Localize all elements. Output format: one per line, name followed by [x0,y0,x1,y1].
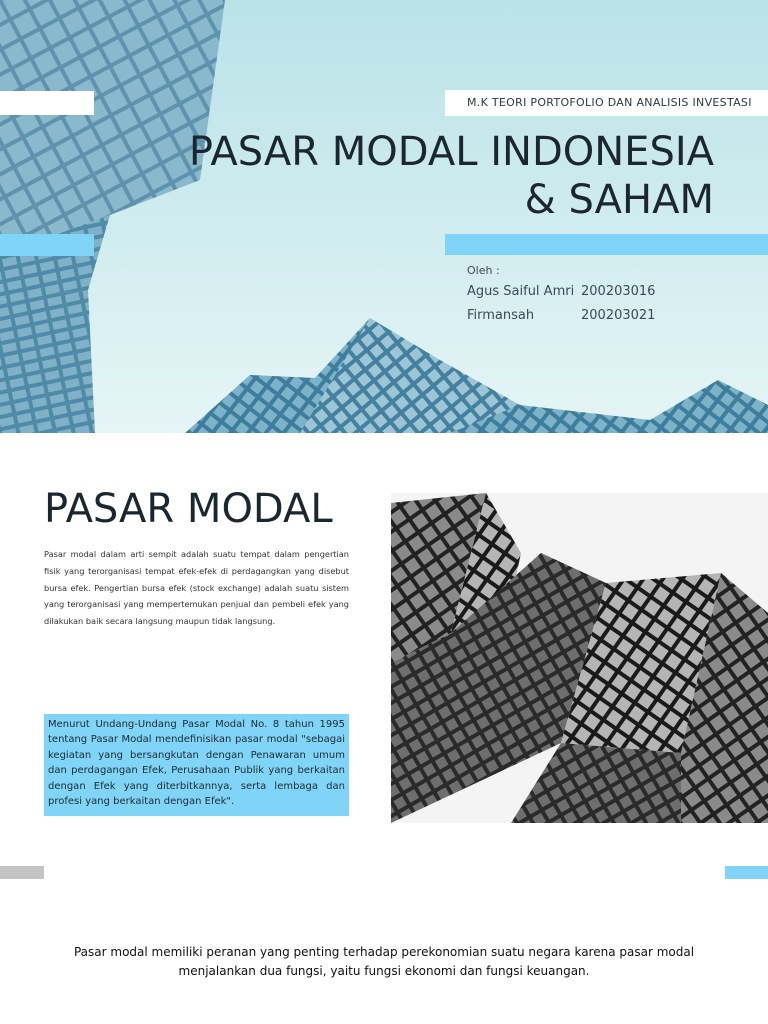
building-photo [391,493,768,823]
authors-block [467,264,655,332]
author-name: Firmansah [467,308,535,323]
pasar-modal-slide [0,433,768,1024]
section-title: PASAR MODAL [44,486,333,532]
author-name: Agus Saiful Amri [467,284,575,299]
author-row [467,308,655,332]
by-label: Oleh : [467,264,500,277]
decor-blue-bar-right [445,234,768,255]
title-line-2: & SAHAM [524,177,714,223]
summary-text: Pasar modal memiliki peranan yang penting terhadap perekonomian suatu negara karena pasar modal menjalankan dua fungsi, yaitu fungsi ekonomi dan fungsi keuangan. [73,945,695,978]
decor-blue-small [725,866,768,879]
author-row [467,284,655,308]
decor-blue-bar-left [0,234,94,256]
course-label: M.K TEORI PORTOFOLIO DAN ANALISIS INVESTASI [445,90,768,116]
decor-grey-bar [0,866,44,879]
definition-paragraph: Pasar modal dalam arti sempit adalah suatu tempat dalam pengertian fisik yang terorganisasi tempat efek-efek di perdagangkan yang disebut bursa efek. Pengertian bursa efek (stock exchange) adalah suatu sistem yang terorganisasi yang mempertemukan penjual dan pembeli efek yang dilakukan baik secara langsung maupun tidak langsung. [44,549,349,627]
author-id: 200203021 [581,308,656,323]
title-slide [0,0,768,433]
title-line-1: PASAR MODAL INDONESIA [188,129,714,175]
decor-white-bar [0,91,94,115]
author-id: 200203016 [581,284,656,299]
law-definition-box: Menurut Undang-Undang Pasar Modal No. 8 tahun 1995 tentang Pasar Modal mendefinisikan pasar modal "sebagai kegiatan yang bersangkutan dengan Penawaran umum dan perdagangan Efek, Perusahaan Publik yang berkaitan dengan Efek yang diterbitkannya, serta lembaga dan profesi yang berkaitan dengan Efek". [44,714,349,816]
page-title [114,128,714,224]
